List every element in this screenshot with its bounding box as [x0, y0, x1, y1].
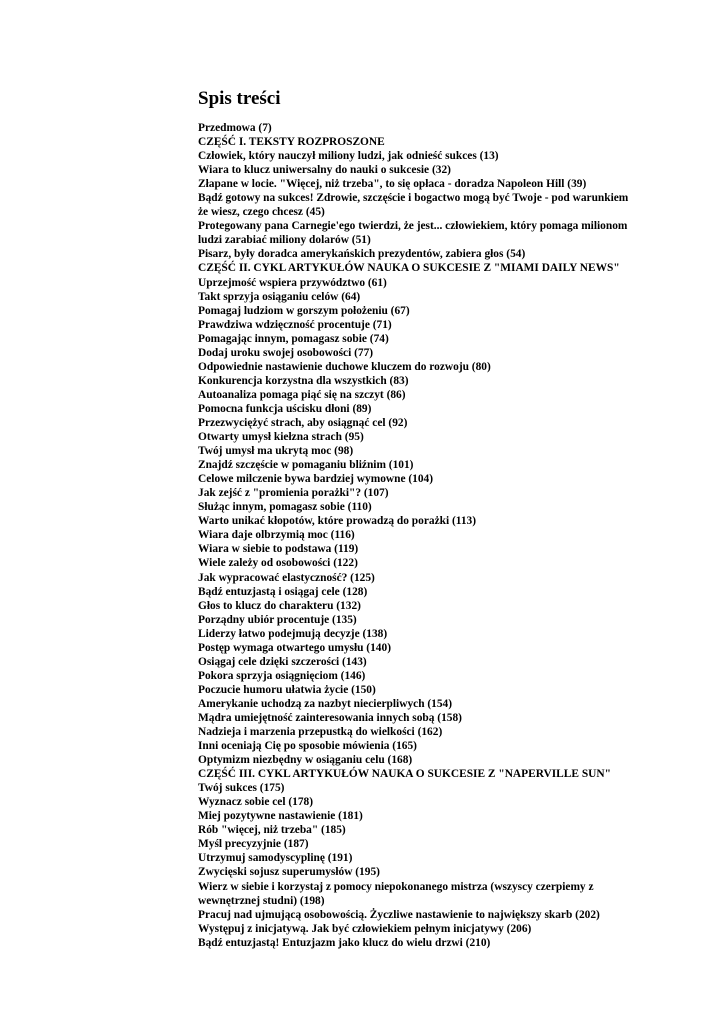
toc-entry: Służąc innym, pomagasz sobie (110): [198, 501, 372, 514]
toc-entry: Występuj z inicjatywą. Jak być człowiekiem pełnym inicjatywy (206): [198, 922, 532, 935]
toc-entry: Złapane w locie. "Więcej, niż trzeba", to się opłaca - doradza Napoleon Hill (39): [198, 178, 587, 191]
toc-entry: Mądra umiejętność zainteresowania innych sobą (158): [198, 711, 462, 724]
toc-entry: Twój umysł ma ukrytą moc (98): [198, 445, 354, 458]
toc-entry: Pokora sprzyja osiągnięciom (146): [198, 669, 366, 682]
toc-entry: Zwycięski sojusz superumysłów (195): [198, 866, 380, 879]
toc-entry: Znajdź szczęście w pomaganiu bliźnim (101): [198, 459, 414, 472]
toc-entry: Postęp wymaga otwartego umysłu (140): [198, 641, 391, 654]
toc-entry: CZĘŚĆ III. CYKL ARTYKUŁÓW NAUKA O SUKCESIE Z "NAPERVILLE SUN": [198, 768, 611, 781]
toc-entry: Protegowany pana Carnegie'ego twierdzi, że jest... człowiekiem, który pomaga milionom ludzi zarabiać miliony dolarów (51): [198, 220, 628, 247]
toc-entry: Wierz w siebie i korzystaj z pomocy niepokonanego mistrza (wszyscy czerpiemy z wewnętrznej studni) (198): [198, 880, 594, 907]
toc-entry: Pomocna funkcja uścisku dłoni (89): [198, 402, 372, 415]
toc-entry: Porządny ubiór procentuje (135): [198, 613, 357, 626]
toc-entry: Nadzieja i marzenia przepustką do wielkości (162): [198, 726, 443, 739]
toc-entry: Wiara daje olbrzymią moc (116): [198, 529, 355, 542]
toc-entry: Liderzy łatwo podejmują decyzje (138): [198, 627, 388, 640]
toc-entry: Odpowiednie nastawienie duchowe kluczem do rozwoju (80): [198, 360, 491, 373]
toc-entry: Jak zejść z "promienia porażki"? (107): [198, 487, 389, 500]
toc-entry: Pomagaj ludziom w gorszym położeniu (67): [198, 304, 410, 317]
toc-entry: Konkurencja korzystna dla wszystkich (83): [198, 374, 409, 387]
toc-entry: Bądź entuzjastą i osiągaj cele (128): [198, 585, 368, 598]
toc-entry: Dodaj uroku swojej osobowości (77): [198, 346, 374, 359]
toc-entry: Amerykanie uchodzą za nazbyt niecierpliwych (154): [198, 697, 453, 710]
toc-entry: Utrzymuj samodyscyplinę (191): [198, 852, 353, 865]
toc-entry: CZĘŚĆ II. CYKL ARTYKUŁÓW NAUKA O SUKCESIE Z "MIAMI DAILY NEWS": [198, 262, 620, 275]
toc-entry: Takt sprzyja osiąganiu celów (64): [198, 290, 361, 303]
toc-entry: Miej pozytywne nastawienie (181): [198, 810, 363, 823]
toc-entry: Twój sukces (175): [198, 782, 285, 795]
toc-entry: Prawdziwa wdzięczność procentuje (71): [198, 318, 392, 331]
toc-entry: Wiele zależy od osobowości (122): [198, 557, 358, 570]
toc-entry: CZĘŚĆ I. TEKSTY ROZPROSZONE: [198, 136, 385, 149]
page-title: Spis treści: [198, 88, 281, 109]
toc-entry: Bądź gotowy na sukces! Zdrowie, szczęście i bogactwo mogą być Twoje - pod warunkiem że wiesz, czego chcesz (45): [198, 192, 629, 219]
toc-entry: Optymizm niezbędny w osiąganiu celu (168): [198, 754, 413, 767]
toc-entry: Człowiek, który nauczył miliony ludzi, jak odnieść sukces (13): [198, 150, 499, 163]
toc-entry: Wyznacz sobie cel (178): [198, 796, 314, 809]
toc-entry: Poczucie humoru ułatwia życie (150): [198, 683, 376, 696]
toc-entry: Myśl precyzyjnie (187): [198, 838, 309, 851]
toc-entry: Rób "więcej, niż trzeba" (185): [198, 824, 346, 837]
toc-entry: Wiara w siebie to podstawa (119): [198, 543, 359, 556]
toc-entry: Wiara to klucz uniwersalny do nauki o sukcesie (32): [198, 164, 451, 177]
toc-entry: Przedmowa (7): [198, 122, 272, 134]
toc-entry: Głos to klucz do charakteru (132): [198, 599, 361, 612]
toc-entry: Autoanaliza pomaga piąć się na szczyt (86): [198, 388, 406, 401]
toc-entry: Warto unikać kłopotów, które prowadzą do porażki (113): [198, 515, 477, 528]
toc-entry: Uprzejmość wspiera przywództwo (61): [198, 276, 387, 289]
toc-entry: Osiągaj cele dzięki szczerości (143): [198, 655, 367, 668]
toc-entry: Celowe milczenie bywa bardziej wymowne (104): [198, 473, 434, 486]
toc-entry: Inni oceniają Cię po sposobie mówienia (165): [198, 740, 417, 753]
toc-entry: Pisarz, były doradca amerykańskich prezydentów, zabiera głos (54): [198, 248, 526, 261]
table-of-contents: [198, 121, 638, 950]
toc-entry: Pracuj nad ujmującą osobowością. Życzliwe nastawienie to największy skarb (202): [198, 908, 600, 921]
toc-entry: Otwarty umysł kiełzna strach (95): [198, 431, 364, 444]
toc-entry: Bądź entuzjastą! Entuzjazm jako klucz do wielu drzwi (210): [198, 936, 491, 949]
toc-entry: Przezwyciężyć strach, aby osiągnąć cel (92): [198, 416, 408, 429]
toc-entry: Pomagając innym, pomagasz sobie (74): [198, 332, 389, 345]
toc-entry: Jak wypracować elastyczność? (125): [198, 571, 375, 584]
